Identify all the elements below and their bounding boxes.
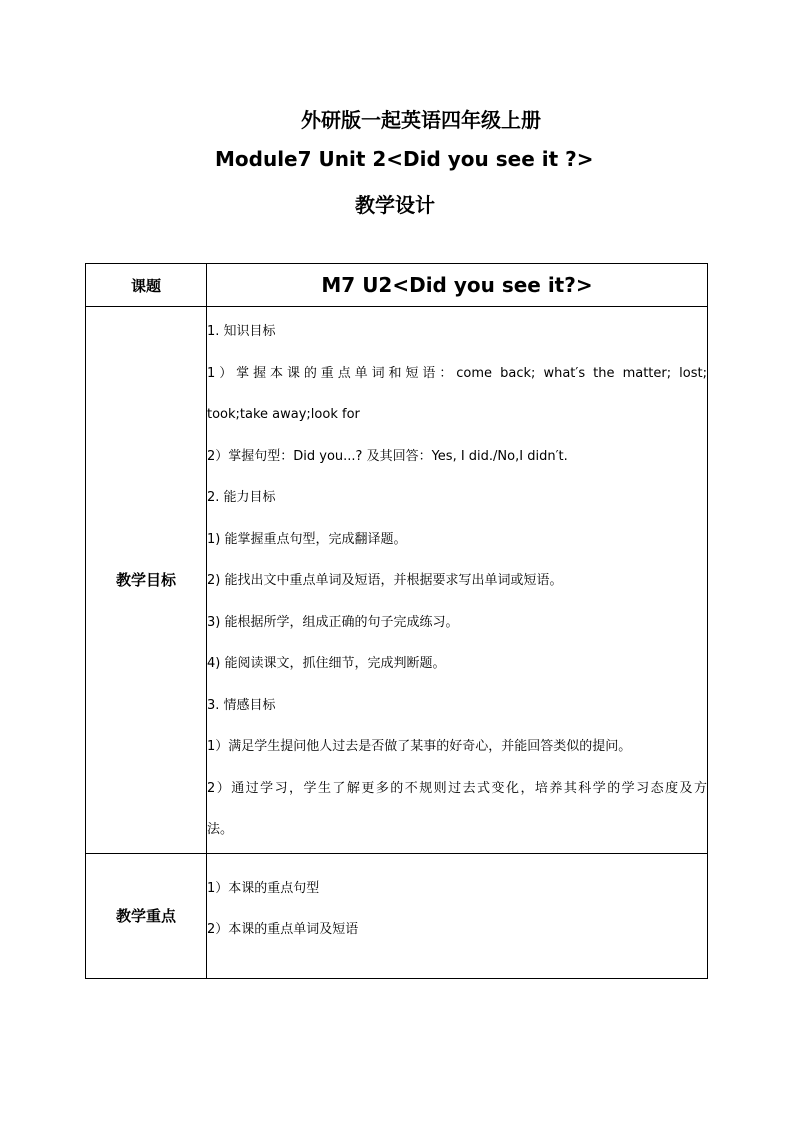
document-subtitle: Module7 Unit 2<Did you see it ?> bbox=[215, 147, 594, 171]
topic-value: M7 U2<Did you see it?> bbox=[207, 264, 708, 307]
topic-label: 课题 bbox=[86, 264, 207, 307]
objective-line: 2. 能力目标 bbox=[207, 490, 276, 505]
objective-line: 2）通过学习，学生了解更多的不规则过去式变化，培养其科学的学习态度及方 bbox=[207, 780, 707, 796]
document-type-heading: 教学设计 bbox=[355, 193, 435, 217]
objective-line: 3) 能根据所学，组成正确的句子完成练习。 bbox=[207, 614, 459, 630]
focus-content bbox=[207, 853, 708, 978]
objective-line: 2) 能找出文中重点单词及短语，并根据要求写出单词或短语。 bbox=[207, 573, 563, 588]
objectives-label: 教学目标 bbox=[86, 307, 207, 854]
focus-line: 2）本课的重点单词及短语 bbox=[207, 922, 359, 937]
lesson-plan-table bbox=[85, 263, 708, 979]
objective-line: 2）掌握句型：Did you...? 及其回答：Yes, I did./No,I didn′t. bbox=[207, 448, 568, 464]
objective-line: 1）掌握本课的重点单词和短语：come back; what′s the matter; lost; bbox=[207, 365, 707, 381]
objective-line: 1. 知识目标 bbox=[207, 324, 276, 339]
objective-line: 1）满足学生提问他人过去是否做了某事的好奇心，并能回答类似的提问。 bbox=[207, 739, 632, 754]
objective-line: took;take away;look for bbox=[207, 407, 360, 422]
table-row-objectives bbox=[86, 307, 708, 854]
document-title: 外研版一起英语四年级上册 bbox=[301, 108, 541, 132]
objective-line: 1) 能掌握重点句型，完成翻译题。 bbox=[207, 531, 407, 547]
objective-line: 法。 bbox=[207, 822, 234, 837]
focus-label: 教学重点 bbox=[86, 853, 207, 978]
objective-line: 4) 能阅读课文，抓住细节，完成判断题。 bbox=[207, 656, 446, 671]
focus-line: 1）本课的重点句型 bbox=[207, 880, 320, 896]
table-row-topic bbox=[86, 264, 708, 307]
objective-line: 3. 情感目标 bbox=[207, 697, 276, 713]
objectives-content bbox=[207, 307, 708, 854]
table-row-focus bbox=[86, 853, 708, 978]
